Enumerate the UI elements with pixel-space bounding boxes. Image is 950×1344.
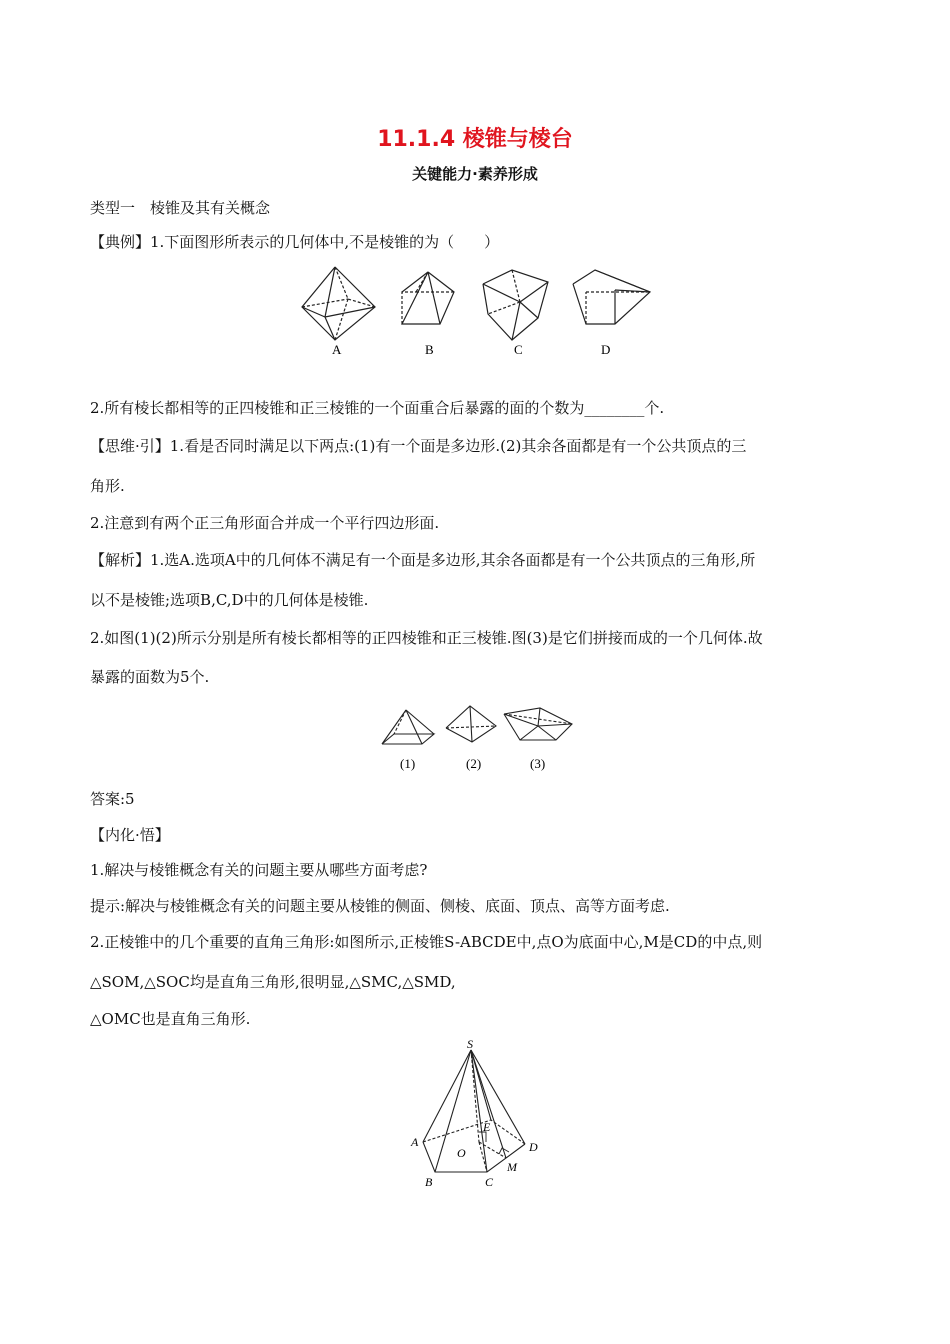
solid-c <box>483 270 548 340</box>
label-b: B <box>425 342 434 357</box>
label-m: M <box>507 1160 517 1174</box>
page-subtitle: 关键能力·素养形成 <box>412 165 538 183</box>
label-a-vertex: A <box>411 1135 419 1149</box>
internalize-question-1: 1.解决与棱锥概念有关的问题主要从哪些方面考虑? <box>90 861 428 879</box>
solution-line-4: 暴露的面数为5个. <box>90 668 210 686</box>
label-d-vertex: D <box>529 1140 538 1154</box>
internalize-heading: 【内化·悟】 <box>90 826 170 844</box>
label-c-vertex: C <box>485 1175 494 1189</box>
thinking-line-3: 2.注意到有两个正三角形面合并成一个平行四边形面. <box>90 514 440 532</box>
pyramid-sabcde-figure <box>405 1038 555 1190</box>
thinking-line-1: 【思维·引】1.看是否同时满足以下两点:(1)有一个面是多边形.(2)其余各面都是有一个公共顶点的三 <box>90 437 747 455</box>
label-o: O <box>457 1146 466 1160</box>
internalize-question-2-line-3: △OMC也是直角三角形. <box>90 1010 251 1028</box>
label-fig-3: (3) <box>530 756 546 771</box>
answer: 答案:5 <box>90 790 135 808</box>
example-question-2: 2.所有棱长都相等的正四棱锥和正三棱锥的一个面重合后暴露的面的个数为________个. <box>90 399 665 417</box>
page-title: 11.1.4 棱锥与棱台 <box>377 127 573 152</box>
label-b-vertex: B <box>425 1175 433 1189</box>
internalize-hint-1: 提示:解决与棱锥概念有关的问题主要从棱锥的侧面、侧棱、底面、顶点、高等方面考虑. <box>90 897 670 915</box>
label-fig-1: (1) <box>400 756 416 771</box>
solution-line-3: 2.如图(1)(2)所示分别是所有棱长都相等的正四棱锥和正三棱锥.图(3)是它们拼接而成的一个几何体.故 <box>90 629 763 647</box>
solids-figure <box>290 262 670 362</box>
label-c: C <box>514 342 523 357</box>
label-e-vertex: E <box>483 1120 491 1134</box>
fig-3 <box>504 708 572 740</box>
thinking-line-2: 角形. <box>90 477 125 495</box>
label-s: S <box>467 1038 473 1051</box>
label-fig-2: (2) <box>466 756 482 771</box>
solid-d <box>573 270 650 324</box>
solution-line-2: 以不是棱锥;选项B,C,D中的几何体是棱锥. <box>90 591 369 609</box>
internalize-question-2: 2.正棱锥中的几个重要的直角三角形:如图所示,正棱锥S-ABCDE中,点O为底面中心,M是CD的中点,则 <box>90 933 763 951</box>
pyramids-figure <box>378 702 578 774</box>
fig-1 <box>382 710 434 744</box>
example-question-1: 【典例】1.下面图形所表示的几何体中,不是棱锥的为（ ） <box>90 233 500 251</box>
section-heading: 类型一 棱锥及其有关概念 <box>90 199 271 217</box>
fig-2 <box>446 706 496 742</box>
label-d: D <box>601 342 611 357</box>
solution-line-1: 【解析】1.选A.选项A中的几何体不满足有一个面是多边形,其余各面都是有一个公共顶点的三角形,所 <box>90 551 756 569</box>
solid-a <box>302 267 375 340</box>
solid-b <box>402 272 454 324</box>
label-a: A <box>332 342 342 357</box>
internalize-question-2-line-2: △SOM,△SOC均是直角三角形,很明显,△SMC,△SMD, <box>90 973 456 991</box>
